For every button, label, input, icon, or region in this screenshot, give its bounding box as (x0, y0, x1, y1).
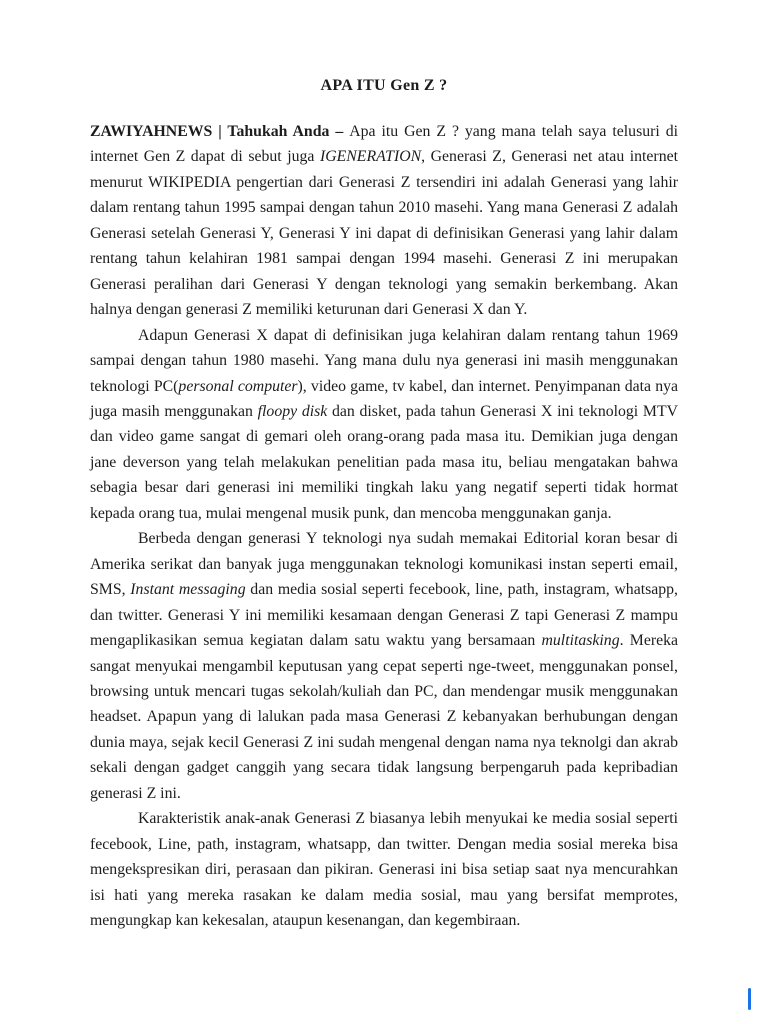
paragraph (90, 119, 678, 323)
text-run: Adapun Generasi X dapat di definisikan juga kelahiran dalam rentang tahun 1969 sampai dengan tahun 1980 masehi. Yang mana dulu nya generasi ini masih menggunakan teknologi PC( (90, 326, 678, 395)
text-run: . Mereka sangat menyukai mengambil keputusan yang cepat seperti nge-tweet, menggunakan ponsel, browsing untuk mencari tugas sekolah/kuliah dan PC, dan mendengar musik menggunakan headset. Apapun yang di lalukan pada masa Generasi Z kebanyakan berhubungan dengan dunia maya, sejak kecil Generasi Z ini sudah mengenal dengan nama nya teknolgi dan akrab sekali dengan gadget canggih yang secara tidak langsung berpengaruh pada kepribadian generasi Z ini. (90, 632, 679, 802)
text-run: , Generasi Z, Generasi net atau internet menurut WIKIPEDIA pengertian dari Generasi Z tersendiri ini adalah Generasi yang lahir dalam rentang tahun 1995 sampai dengan tahun 2010 masehi. Yang mana Generasi Z adalah Generasi setelah Generasi Y, Generasi Y ini dapat di definisikan Generasi yang lahir dalam rentang tahun kelahiran 1981 sampai dengan 1994 masehi. Generasi Z ini merupakan Generasi peralihan dari Generasi Y dengan teknologi yang semakin berkembang. Akan halnya dengan generasi Z memiliki keturunan dari Generasi X dan Y. (90, 148, 678, 319)
italic-text-run: floopy disk (257, 402, 328, 420)
bold-text-run: ZAWIYAHNEWS | Tahukah Anda – (90, 123, 350, 140)
document-title: APA ITU Gen Z ? (320, 77, 448, 94)
text-run: Berbeda dengan generasi Y teknologi nya sudah memakai Editorial koran besar di Amerika serikat dan banyak juga menggunakan teknologi komunikasi instan seperti email, SMS, (90, 530, 678, 599)
italic-text-run: personal computer (178, 377, 298, 395)
paragraph (90, 526, 678, 806)
text-run: ), video game, tv kabel, dan internet. Penyimpanan data nya juga masih menggunakan (90, 377, 679, 420)
document-body (90, 119, 678, 934)
paragraph (90, 806, 678, 933)
text-run: Karakteristik anak-anak Generasi Z biasanya lebih menyukai ke media sosial seperti fecebook, Line, path, instagram, whatsapp, dan twitter. Dengan media sosial mereka bisa mengekspresikan diri, perasaan dan pikiran. Generasi ini bisa setiap saat nya mencurahkan isi hati yang mereka rasakan ke dalam media sosial, mau yang bersifat memprotes, mengungkap kan kekesalan, ataupun kesenangan, dan kegembiraan. (90, 810, 678, 930)
scrollbar-thumb[interactable] (748, 988, 751, 1010)
italic-text-run: IGENERATION (319, 148, 422, 166)
text-run: dan disket, pada tahun Generasi X ini teknologi MTV dan video game sangat di gemari oleh orang-orang pada masa itu. Demikian juga dengan jane deverson yang telah melakukan penelitian pada masa itu, beliau mengatakan bahwa sebagia besar dari generasi ini memiliki tingkah laku yang negatif seperti tidak hormat kepada orang tua, mulai mengenal musik punk, dan mencoba menggunakan ganja. (90, 402, 679, 522)
italic-text-run: Instant messaging (130, 581, 246, 599)
text-run: dan media sosial seperti fecebook, line, path, instagram, whatsapp, dan twitter. Generasi Y ini memiliki kesamaan dengan Generasi Z tapi Generasi Z mampu mengaplikasikan semua kegiatan dalam satu waktu yang bersamaan (90, 581, 679, 650)
text-run: Apa itu Gen Z ? yang mana telah saya telusuri di internet Gen Z dapat di sebut juga (90, 123, 678, 166)
paragraph (90, 323, 678, 527)
italic-text-run: multitasking (541, 632, 620, 650)
